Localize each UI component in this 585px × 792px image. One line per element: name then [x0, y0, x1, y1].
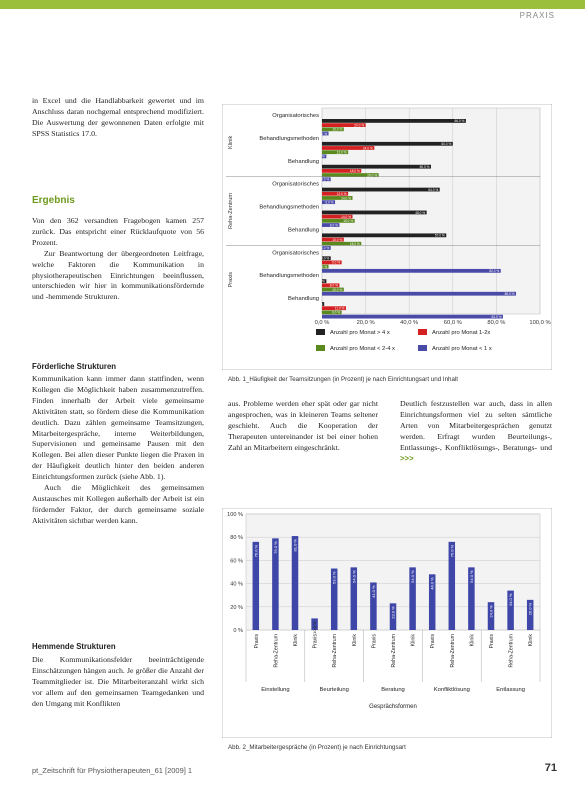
- bar-value-label: 8.0 %: [329, 283, 338, 288]
- bar: [322, 292, 516, 296]
- bar-value-label: 66.0 %: [454, 119, 465, 124]
- legend-swatch: [316, 345, 325, 351]
- bar: [322, 315, 503, 319]
- foerderlich-section: [32, 374, 204, 527]
- bar: [322, 165, 431, 169]
- bar-value-label: 34.0 %: [508, 593, 514, 607]
- x-tick-label: 60,0 %: [443, 320, 462, 326]
- bar: [322, 269, 501, 273]
- bar-value-label: 57.0 %: [434, 233, 445, 238]
- bar: [322, 119, 466, 123]
- figure-1-caption: Abb. 1_Häufigkeit der Teamsitzungen (in Prozent) je nach Einrichtungsart und Inhalt: [228, 376, 458, 383]
- category-tick-label: Praxis: [312, 634, 319, 649]
- intro-paragraph: [32, 96, 204, 140]
- bar-value-label: 4.0 %: [321, 246, 330, 251]
- middle-column-b-text: Deutlich festzustellen war auch, dass in allen Einrichtungsformen viel zu selten sämtliche Arten von Mitarbeitergesprächen genutzt werden. Erfragt wurden Beurteilungs-, Entlassungs-, Konfliktlösungs-, Beratungs- und: [400, 399, 552, 452]
- hemmend-heading: Hemmende Strukturen: [32, 642, 116, 651]
- category-label: Organisatorisches: [272, 181, 319, 188]
- page-number: 71: [544, 762, 557, 774]
- bar-value-label: 89.0 %: [504, 292, 515, 297]
- bar-value-label: 6.0 %: [325, 200, 334, 205]
- legend-label: Anzahl pro Monat > 4 x: [330, 330, 390, 336]
- category-label: Organisatorisches: [272, 250, 319, 257]
- bar-value-label: 76.0 %: [253, 544, 259, 558]
- y-tick-label: 40 %: [230, 581, 243, 588]
- figure-1-horizontal-bar-chart: [222, 104, 552, 370]
- category-tick-label: Klinik: [351, 634, 358, 647]
- x-tick-label: 100,0 %: [529, 320, 551, 326]
- y-tick-label: 0 %: [233, 628, 243, 634]
- bar-value-label: 10.0 %: [332, 127, 343, 132]
- legend-swatch: [316, 329, 325, 335]
- group-label: Klinik: [228, 135, 234, 150]
- bar-value-label: 48.0 %: [429, 577, 435, 590]
- bar-value-label: 14.0 %: [341, 214, 352, 219]
- bar: [322, 188, 440, 192]
- bar-value-label: 18.0 %: [349, 242, 360, 247]
- bar-value-label: 15.0 %: [343, 219, 354, 224]
- foerderlich-heading: Förderliche Strukturen: [32, 362, 117, 371]
- group-label: Reha-Zentrum: [228, 192, 234, 230]
- bar-value-label: 12.0 %: [336, 192, 347, 197]
- y-tick-label: 20 %: [230, 604, 243, 611]
- bar-value-label: 9.0 %: [331, 310, 341, 315]
- category-tick-label: Praxis: [253, 634, 260, 649]
- bar-value-label: 3.0 %: [318, 131, 328, 136]
- middle-column-a: aus. Probleme werden eher spät oder gar nicht angesprochen, was in kleineren Teams seltener geschieht. Auch die Kooperation der Therapeuten untereinander ist bei einer hohen Zahl an Mitarbeitern eingeschränkt.: [228, 399, 378, 452]
- group-label: Konfliktlösung: [433, 687, 470, 693]
- category-tick-label: Praxis: [489, 634, 495, 649]
- category-tick-label: Reha-Zentrum: [449, 634, 456, 668]
- group-label: Beratung: [381, 687, 405, 693]
- group-label: Praxis: [228, 271, 234, 288]
- ergebnis-heading: Ergebnis: [32, 195, 75, 206]
- category-tick-label: Reha-Zentrum: [508, 634, 515, 668]
- y-tick-label: 60 %: [230, 558, 243, 565]
- bar-value-label: 2.0 %: [316, 279, 325, 284]
- bar-value-label: 11.0 %: [334, 306, 345, 311]
- x-tick-label: 20,0 %: [356, 320, 375, 326]
- bar-value-label: 83.0 %: [491, 314, 502, 319]
- bar-value-label: 26.0 %: [367, 173, 378, 178]
- bar-value-label: 26.0 %: [527, 602, 533, 616]
- category-label: Behandlung: [288, 158, 319, 165]
- category-label: Behandlung: [288, 227, 319, 234]
- bar: [322, 233, 446, 237]
- bar-value-label: 10.0 %: [312, 621, 318, 634]
- y-tick-label: 100 %: [227, 512, 243, 518]
- legend-label: Anzahl pro Monat 1-2x: [432, 330, 491, 336]
- figure-2-vertical-bar-chart: [222, 508, 552, 738]
- bar-value-label: 79.0 %: [272, 541, 278, 554]
- group-label: Einstellung: [261, 687, 290, 693]
- category-tick-label: Reha-Zentrum: [332, 634, 339, 668]
- x-tick-label: 40,0 %: [400, 320, 419, 326]
- top-accent-bar: [0, 0, 585, 9]
- bar-value-label: 14.0 %: [341, 196, 352, 201]
- hemmend-section: [32, 655, 204, 710]
- bar-value-label: 24.0 %: [488, 605, 494, 618]
- bar-value-label: 3.0 %: [318, 264, 328, 269]
- bar-value-label: 82.0 %: [489, 269, 500, 274]
- ergebnis-paragraph-2: Zur Beantwortung der übergeordneten Leitfrage, welche Faktoren die Kommunikation in physiotherapeutischen Einrichtungen beeinflussen, unterschieden wir hier in kommunikationsfördernde und -hemmende Strukturen.: [32, 248, 204, 302]
- figure-2-caption: Abb. 2_Mitarbeitergespräche (in Prozent) je nach Einrichtungsart: [228, 744, 406, 751]
- foerderlich-paragraph-1: Kommunikation kann immer dann stattfinden, wenn Kollegen die Möglichkeit haben zusammenzutreffen. Finden innerhalb der Arbeit viele gemeinsame Aktivitäten statt, so fördern diese die Kommunikation deutlich. Dazu zählen gemeinsame Teamsitzungen, Mitarbeitergespräche, interne Weiterbildungen, Supervisionen und gemeinsame Pausen mit den Kollegen. Bei allen dieser Punkte liegen die Praxen in der Häufigkeit deutlich hinter den beiden anderen Einrichtungsformen zurück (siehe Abb. 1).: [32, 374, 204, 482]
- bar-value-label: 60.0 %: [441, 142, 452, 147]
- bar-value-label: 2.0 %: [316, 154, 325, 159]
- bar-value-label: 48.0 %: [415, 210, 426, 215]
- category-tick-label: Klinik: [469, 634, 476, 647]
- bar-value-label: 54.0 %: [351, 570, 357, 583]
- bar-value-label: 10.0 %: [332, 237, 343, 242]
- group-label: Entlassung: [496, 687, 525, 693]
- category-tick-label: Klinik: [528, 634, 535, 647]
- ergebnis-section: [32, 216, 204, 303]
- bar-value-label: 23.0 %: [390, 606, 396, 619]
- legend-swatch: [418, 329, 427, 335]
- category-tick-label: Reha-Zentrum: [391, 634, 397, 668]
- journal-footer: pt_Zeitschrift für Physiotherapeuten_61 [2009] 1: [32, 766, 193, 775]
- bar-value-label: 4.0 %: [321, 177, 330, 182]
- category-tick-label: Klinik: [293, 634, 299, 647]
- bar-value-label: 53.0 %: [331, 571, 337, 584]
- category-tick-label: Praxis: [371, 634, 378, 649]
- foerderlich-paragraph-2: Auch die Möglichkeit des gemeinsamen Austausches mit Kollegen außerhalb der Arbeit ist ein fördernder Faktor, der durch gemeinsame soziale Aktivitäten sichtbar werden kann.: [32, 483, 204, 525]
- bar-value-label: 81.0 %: [292, 539, 298, 552]
- x-tick-label: 80,0 %: [487, 320, 506, 326]
- bar-value-label: 10.0 %: [332, 287, 343, 292]
- x-tick-label: 0,0 %: [314, 320, 330, 326]
- x-axis-label: Gesprächsformen: [369, 704, 417, 710]
- bar-value-label: 1.0 %: [314, 302, 323, 307]
- middle-column-b: [400, 399, 552, 464]
- category-label: Behandlungsmethoden: [259, 204, 319, 211]
- category-label: Organisatorisches: [272, 113, 319, 119]
- ergebnis-paragraph-1: Von den 362 versandten Fragebogen kamen 257 zurück. Das entspricht einer Rücklaufquote von 56 Prozent.: [32, 216, 204, 247]
- bar-value-label: 20.0 %: [354, 123, 365, 128]
- bar-value-label: 24.0 %: [362, 146, 373, 151]
- bar-value-label: 4.0 %: [321, 256, 330, 261]
- group-label: Beurteilung: [319, 687, 349, 693]
- category-tick-label: Klinik: [410, 634, 417, 647]
- y-tick-label: 80 %: [230, 535, 243, 542]
- category-tick-label: Praxis: [430, 634, 437, 649]
- bar: [322, 211, 427, 215]
- continue-arrow: >>>: [400, 453, 414, 463]
- bar-value-label: 9.0 %: [331, 260, 341, 265]
- bar-value-label: 41.0 %: [370, 585, 376, 598]
- category-label: Behandlungsmethoden: [259, 135, 319, 142]
- bar: [322, 142, 453, 146]
- intro-text: in Excel und die Handlabbarkeit gewertet und im Anschluss daran nochgemal entsprechend modifiziert. Die Auswertung der gewonnenen Daten erfolgte mit SPSS Statistics 17.0.: [32, 96, 204, 138]
- bar-value-label: 76.0 %: [449, 544, 455, 558]
- bar-value-label: 18.0 %: [349, 169, 360, 174]
- section-label: PRAXIS: [519, 11, 555, 20]
- bar-value-label: 50.0 %: [419, 164, 430, 169]
- category-label: Behandlungsmethoden: [259, 273, 319, 280]
- legend-label: Anzahl pro Monat < 2-4 x: [330, 346, 395, 352]
- bar-value-label: 54.0 %: [468, 570, 474, 583]
- bar-value-label: 54.0 %: [410, 570, 416, 583]
- bar-value-label: 12.0 %: [336, 150, 347, 155]
- bar-value-label: 8.0 %: [329, 223, 338, 228]
- category-tick-label: Reha-Zentrum: [273, 634, 280, 668]
- category-label: Behandlung: [288, 296, 319, 303]
- bar-value-label: 54.0 %: [428, 187, 439, 192]
- legend-swatch: [418, 345, 427, 351]
- hemmend-paragraph-1: Die Kommunikationsfelder beeinträchtigende Einschätzungen hängen auch. Je größer die Anzahl der Teammitglieder ist. Die Mitarbeiteranzahl wirkt sich vor allem auf den gemeinsamen Teamgedanken und den Umgang mit Konflikten: [32, 655, 204, 708]
- legend-label: Anzahl pro Monat < 1 x: [432, 346, 492, 352]
